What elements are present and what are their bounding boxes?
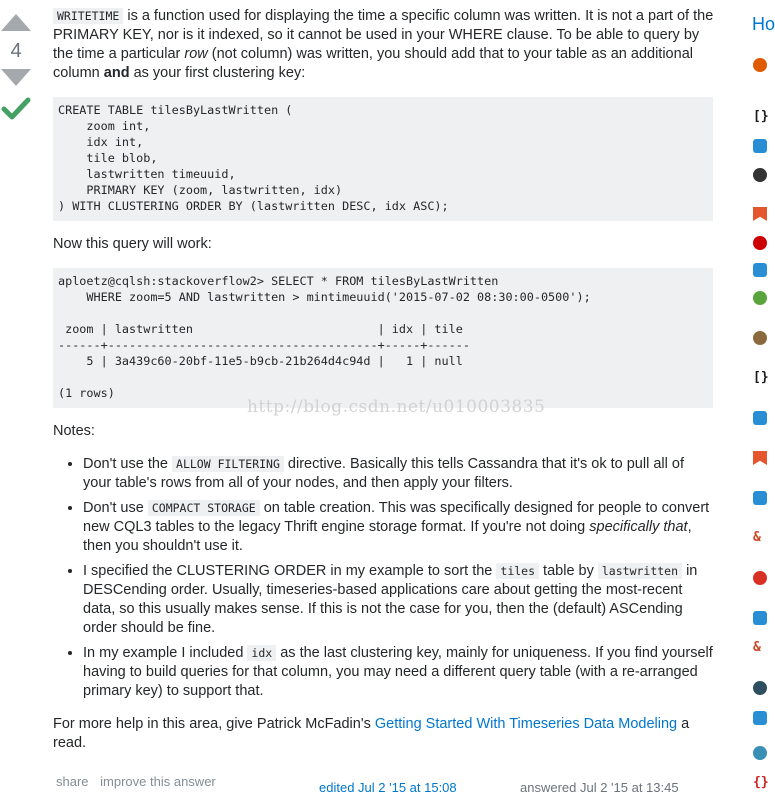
paragraph-intro [53, 7, 715, 83]
ampersand-icon[interactable]: & [753, 530, 761, 545]
accepted-checkmark-icon [1, 96, 31, 122]
downvote-arrow-icon[interactable] [1, 69, 31, 86]
answered-timestamp: answered Jul 2 '15 at 13:45 [520, 780, 679, 795]
text: , then you shouldn't use it. [83, 519, 692, 554]
right-sidebar [748, 0, 775, 796]
vote-count: 4 [10, 40, 22, 62]
answer-body [53, 7, 715, 767]
text: as your first clustering key: [129, 65, 306, 81]
notes-heading: Notes: [53, 423, 95, 439]
text: (not column) was written, you should add that to your table as an additional column [53, 46, 693, 81]
pizza-icon[interactable] [753, 571, 767, 585]
text: For more help in this area, give Patrick McFadin's [53, 716, 375, 732]
share-link[interactable]: share [56, 774, 89, 789]
vote-cell [0, 10, 32, 128]
boat-icon[interactable] [753, 746, 767, 760]
code-bracket-icon[interactable]: [} [753, 109, 769, 124]
improve-answer-link[interactable]: improve this answer [100, 774, 216, 789]
code-block-query: aploetz@cqlsh:stackoverflow2> SELECT * FROM tilesByLastWritten WHERE zoom=5 AND lastwritten > mintimeuuid('2015-07-02 08:30:00-0500'); zoom | lastwritten | idx | tile ------+--------------------------------------+-----+------ 5 | 3a439c60-20bf-11e5-b9cb-21b264d4c94d | 1 | null (1 rows) [53, 268, 713, 408]
text: as the last clustering key, mainly for uniqueness. If you find yourself having to build queries for that column, you may need a different query table (with a re-arranged primary key) to support that. [83, 645, 713, 699]
braces-icon[interactable]: {} [753, 775, 769, 790]
inline-code: tiles [496, 563, 539, 579]
steam-icon[interactable] [753, 168, 767, 182]
pcg-badge-icon[interactable] [753, 139, 767, 153]
flower-icon[interactable] [753, 236, 767, 250]
pcg-badge-icon[interactable] [753, 611, 767, 625]
text: Don't use the [83, 456, 173, 472]
sidebar-heading[interactable]: Ho [752, 14, 775, 34]
text: directive. Basically this tells Cassandra that it's ok to pull all of your table's rows from all of your nodes, and then apply your filters. [83, 456, 684, 491]
color-wheel-icon[interactable] [753, 291, 767, 305]
pcg-badge-icon[interactable] [753, 263, 767, 277]
text: In my example I included [83, 645, 248, 661]
text: a read. [53, 716, 690, 751]
ro-badge-icon[interactable] [753, 711, 767, 725]
notes-list [53, 455, 715, 701]
code-bracket-icon[interactable]: [} [753, 370, 769, 385]
p-badge-icon[interactable] [753, 491, 767, 505]
bookmark-icon[interactable] [753, 207, 767, 221]
emphasis: row [184, 46, 208, 62]
edited-timestamp-link[interactable]: edited Jul 2 '15 at 15:08 [319, 780, 457, 795]
ampersand-icon[interactable]: & [753, 640, 761, 655]
upvote-arrow-icon[interactable] [1, 14, 31, 31]
text: I specified the CLUSTERING ORDER in my example to sort the [83, 563, 497, 579]
ribbon-icon[interactable] [753, 58, 767, 72]
pt-badge-icon[interactable] [753, 411, 767, 425]
paragraph-query: Now this query will work: [53, 236, 212, 252]
list-item [83, 644, 715, 701]
text: in DESCending order. Usually, timeseries-based applications care about getting the most-recent data, so this usually makes sense. If this is not the case for you, then the (default) ASCending order should be fine. [83, 563, 698, 636]
code-block-create-table: CREATE TABLE tilesByLastWritten ( zoom int, idx int, tile blob, lastwritten timeuuid, PRIMARY KEY (zoom, lastwritten, idx) ) WITH CLUSTERING ORDER BY (lastwritten DESC, idx ASC); [53, 97, 713, 221]
bookmark-icon[interactable] [753, 451, 767, 465]
emphasis: specifically that [589, 519, 688, 535]
inline-code: WRITETIME [53, 8, 123, 24]
post-actions [56, 772, 224, 791]
list-item [83, 455, 715, 493]
inline-code: ALLOW FILTERING [172, 456, 284, 472]
strong-text: and [103, 65, 130, 81]
inline-code: lastwritten [598, 563, 682, 579]
list-item [83, 499, 715, 556]
text: is a function used for displaying the time a specific column was written. It is not a part of the PRIMARY KEY, nor is it indexed, so it cannot be used in your WHERE clause. To be able to query by the time a particular [53, 8, 714, 62]
text: table by [539, 563, 598, 579]
paragraph-more-help [53, 715, 715, 753]
watermark: http://blog.csdn.net/u010003835 [247, 397, 546, 417]
post-footer [53, 772, 715, 796]
text: on table creation. This was specifically designed for people to convert new CQL3 tables to the legacy Thrift engine storage format. If you're not doing [83, 500, 710, 535]
planet-icon[interactable] [753, 331, 767, 345]
text: Don't use [83, 500, 148, 516]
car-icon[interactable] [753, 681, 767, 695]
timeseries-article-link[interactable]: Getting Started With Timeseries Data Modeling [374, 716, 678, 732]
inline-code: COMPACT STORAGE [148, 500, 260, 516]
list-item [83, 562, 715, 638]
inline-code: idx [247, 645, 276, 661]
